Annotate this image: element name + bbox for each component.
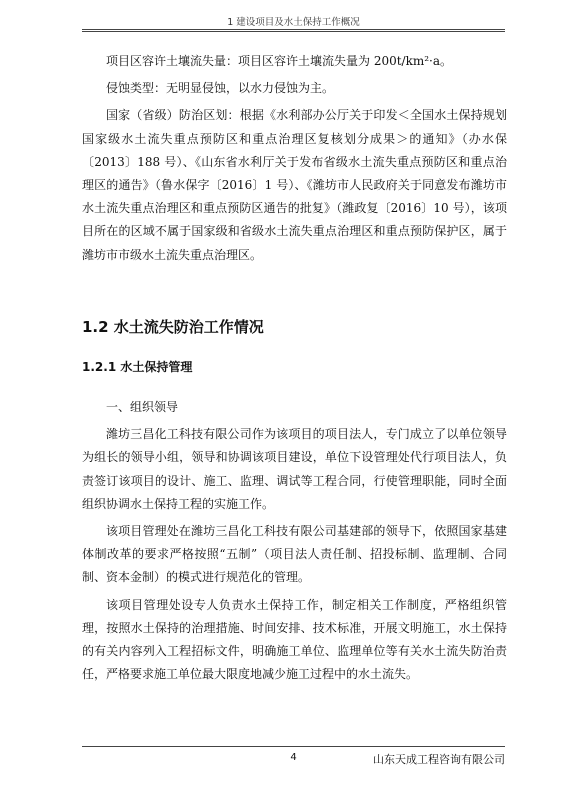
header-divider <box>82 29 505 32</box>
section-1-2-1-text <box>82 396 507 690</box>
paragraph-allowable-loss: 项目区容许土壤流失量：项目区容许土壤流失量为 200t/km²·a。 <box>106 54 453 68</box>
company-name: 山东天成工程咨询有限公司 <box>373 753 505 766</box>
paragraph-org-title: 一、组织领导 <box>106 400 179 414</box>
page-number: 4 <box>290 752 297 763</box>
paragraph-zoning: 国家（省级）防治区划：根据《水利部办公厅关于印发＜全国水土保持规划国家级水土流失重点预防区和重点治理区复核划分成果＞的通知》（办水保〔2013〕188 号）、《山东省水利厅关于发布省级水土流失重点预防区和重点治理区的通告》（鲁水保字〔2016〕1 号）、《潍坊市人民政府关于同意发布潍坊市水土流失重点治理区和重点预防区通告的批复》（潍政复〔2016〕10 号），该项目所在的区域不属于国家级和省级水土流失重点治理区和重点预防保护区，属于潍坊市市级水土流失重点治理区。 <box>82 108 507 262</box>
paragraph-soil-conservation-duty: 该项目管理处设专人负责水土保持工作，制定相关工作制度，严格组织管理，按照水土保持的治理措施、时间安排、技术标准，开展文明施工，水土保持的有关内容列入工程招标文件，明确施工单位、监理单位等有关水土流失防治责任，严格要求施工单位最大限度地减少施工过程中的水土流失。 <box>82 597 507 682</box>
paragraph-project-legal-person: 潍坊三昌化工科技有限公司作为该项目的项目法人，专门成立了以单位领导为组长的领导小组，领导和协调该项目建设，单位下设管理处代行项目法人，负责签订该项目的设计、施工、监理、调试等工程合同，行使管理职能，同时全面组织协调水土保持工程的实施工作。 <box>82 427 507 511</box>
paragraph-management-system: 该项目管理处在潍坊三昌化工科技有限公司基建部的领导下，依照国家基建体制改革的要求严格按照“五制”（项目法人责任制、招投标制、监理制、合同制、资本金制）的模式进行规范化的管理。 <box>82 524 507 585</box>
running-header: 1 建设项目及水土保持工作概况 <box>227 17 360 28</box>
subsection-heading: 1.2.1 水土保持管理 <box>82 360 193 374</box>
footer-divider <box>82 746 505 747</box>
paragraph-erosion-type: 侵蚀类型：无明显侵蚀，以水力侵蚀为主。 <box>106 81 335 96</box>
section-1-1-text <box>82 50 507 271</box>
section-heading: 1.2 水土流失防治工作情况 <box>82 318 264 336</box>
